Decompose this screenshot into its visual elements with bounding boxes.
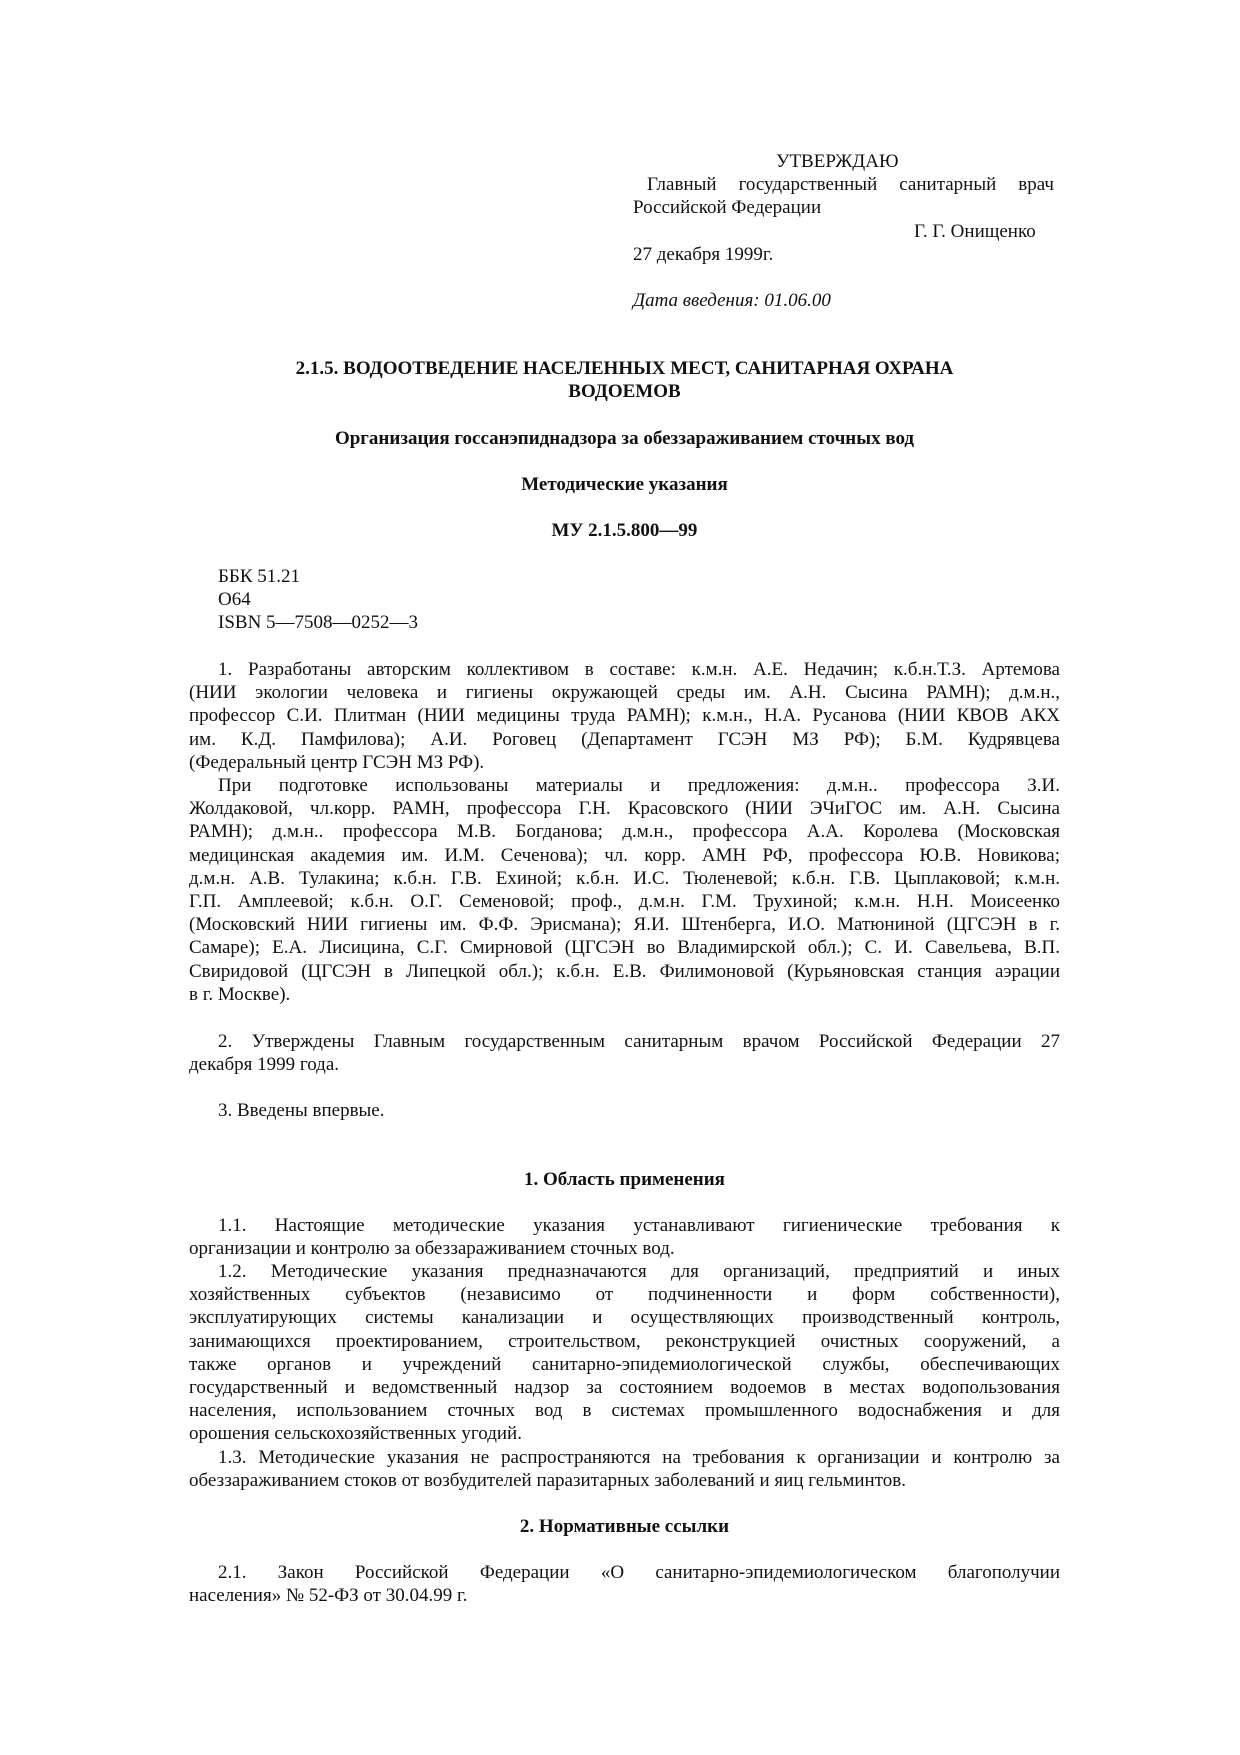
preface-paragraph-1	[189, 658, 1060, 774]
section-2-heading: 2. Нормативные ссылки	[519, 1516, 730, 1537]
text-line: организации и контролю за обеззараживанием сточных вод.	[189, 1238, 675, 1260]
isbn: ISBN 5—7508—0252—3	[218, 612, 419, 633]
bbk-code: ББК 51.21	[218, 566, 300, 587]
text-line: занимающихся проектированием, строительством, реконструкцией очистных сооружений, а	[189, 1330, 1060, 1352]
text-line: в г. Москве).	[189, 983, 291, 1005]
text-line: Свиридовой (ЦГСЭН в Липецкой обл.); к.б.н. Е.В. Филимоновой (Курьяновская станция аэрации	[189, 960, 1060, 982]
text-line: 1.1. Настоящие методические указания устанавливают гигиенические требования к	[218, 1215, 1060, 1236]
text-line: Жолдаковой, чл.корр. РАМН, профессора Г.Н. Красовского (НИИ ЭЧиГОС им. А.Н. Сысина	[189, 798, 1060, 820]
approval-title-line1: Главный государственный санитарный врач	[647, 174, 1054, 195]
introduction-date: Дата введения: 01.06.00	[633, 290, 831, 311]
text-line: государственный и ведомственный надзор за состоянием водоемов в местах водопользования	[189, 1377, 1060, 1399]
author-index: О64	[218, 589, 251, 610]
text-line: 1.3. Методические указания не распространяются на требования к организации и контролю за	[218, 1447, 1060, 1468]
preface-paragraph-4: 3. Введены впервые.	[218, 1100, 385, 1121]
text-line: 2.1. Закон Российской Федерации «О санитарно-эпидемиологическом благополучии	[218, 1562, 1060, 1583]
preface-paragraph-2	[189, 774, 1060, 1006]
text-line: Самаре); Е.А. Лисицина, С.Г. Смирновой (ЦГСЭН во Владимирской обл.); С. И. Савельева, В.П.	[189, 937, 1060, 959]
text-line: медицинская академия им. И.М. Сеченова); чл. корр. АМН РФ, профессора Ю.В. Новикова;	[189, 844, 1060, 866]
section-2-paragraph-1	[189, 1561, 1060, 1607]
document-title-line2: ВОДОЕМОВ	[568, 381, 681, 402]
section-1-paragraph-1	[189, 1214, 1060, 1260]
text-line: Г.П. Амплеевой; к.б.н. О.Г. Семеновой; проф., д.м.н. Г.М. Трухиной; к.м.н. Н.Н. Моисеенко	[189, 891, 1060, 913]
text-line: профессор С.И. Плитман (НИИ медицины труда РАМН); к.м.н., Н.А. Русанова (НИИ КВОВ АКХ	[189, 705, 1060, 727]
text-line: При подготовке использованы материалы и предложения: д.м.н.. профессора З.И.	[218, 775, 1060, 796]
text-line: населения, использованием сточных вод в системах промышленного водоснабжения и для	[189, 1400, 1060, 1422]
text-line: эксплуатирующих системы канализации и осуществляющих производственный контроль,	[189, 1307, 1060, 1329]
section-1-heading: 1. Область применения	[524, 1169, 725, 1190]
text-line: обеззараживанием стоков от возбудителей паразитарных заболеваний и яиц гельминтов.	[189, 1470, 906, 1492]
text-line: им. К.Д. Памфилова); А.И. Роговец (Департамент ГСЭН МЗ РФ); Б.М. Кудрявцева	[189, 728, 1060, 750]
text-line: (НИИ экологии человека и гигиены окружающей среды им. А.Н. Сысина РАМН); д.м.н.,	[189, 682, 1060, 704]
text-line: РАМН); д.м.н.. профессора М.В. Богданова; д.м.н., профессора А.А. Королева (Московская	[189, 821, 1060, 843]
section-1-paragraph-2	[189, 1260, 1060, 1446]
text-line: 1. Разработаны авторским коллективом в составе: к.м.н. А.Е. Недачин; к.б.н.Т.З. Артемова	[218, 659, 1060, 680]
text-line: (Федеральный центр ГСЭН МЗ РФ).	[189, 751, 485, 773]
text-line: декабря 1999 года.	[189, 1054, 340, 1076]
approval-date: 27 декабря 1999г.	[633, 244, 774, 265]
text-line: 2. Утверждены Главным государственным санитарным врачом Российской Федерации 27	[218, 1031, 1060, 1052]
document-type: Методические указания	[521, 474, 728, 495]
preface-paragraph-3	[189, 1030, 1060, 1076]
approval-title-line2: Российской Федерации	[633, 197, 822, 218]
text-line: 1.2. Методические указания предназначаются для организаций, предприятий и иных	[218, 1261, 1060, 1282]
text-line: также органов и учреждений санитарно-эпидемиологической службы, обеспечивающих	[189, 1353, 1060, 1375]
text-line: орошения сельскохозяйственных угодий.	[189, 1423, 522, 1445]
text-line: д.м.н. А.В. Тулакина; к.б.н. Г.В. Ехиной; к.б.н. И.С. Тюленевой; к.б.н. Г.В. Цыплаковой; к.м.н.	[189, 867, 1060, 889]
document-subtitle: Организация госсанэпиднадзора за обеззараживанием сточных вод	[334, 428, 915, 449]
approval-signatory: Г. Г. Онищенко	[914, 221, 1036, 242]
section-1-paragraph-3	[189, 1446, 1060, 1492]
text-line: населения» № 52-ФЗ от 30.04.99 г.	[189, 1585, 468, 1607]
approval-heading: УТВЕРЖДАЮ	[776, 151, 899, 172]
text-line: хозяйственных субъектов (независимо от подчиненности и форм собственности),	[189, 1284, 1060, 1306]
document-title-line1: 2.1.5. ВОДООТВЕДЕНИЕ НАСЕЛЕННЫХ МЕСТ, САНИТАРНАЯ ОХРАНА	[295, 358, 954, 379]
text-line: (Московский НИИ гигиены им. Ф.Ф. Эрисмана); Я.И. Штенберга, И.О. Матюниной (ЦГСЭН в г.	[189, 914, 1060, 936]
document-code: МУ 2.1.5.800—99	[551, 520, 698, 541]
